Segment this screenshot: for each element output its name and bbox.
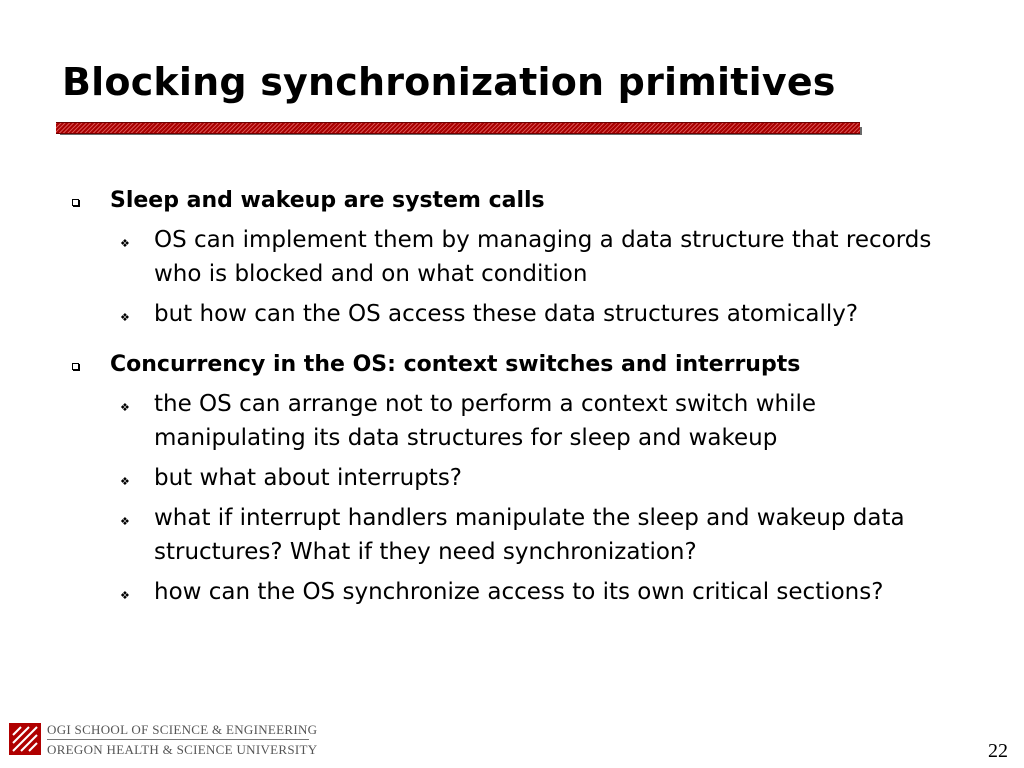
bullet-2-sub-2	[68, 461, 968, 495]
bullet-2-sub-3-text: what if interrupt handlers manipulate the sleep and wakeup data structures? What if they need synchronization?	[154, 505, 905, 565]
bullet-1-sub-2-text: but how can the OS access these data structures atomically?	[154, 301, 859, 327]
square-bullet-icon	[72, 363, 79, 370]
bullet-2	[68, 349, 968, 381]
title-rule	[56, 122, 860, 134]
square-bullet-icon	[72, 199, 79, 206]
bullet-2-text: Concurrency in the OS: context switches and interrupts	[110, 352, 801, 377]
slide-content	[68, 185, 968, 609]
footer-university-name: OREGON HEALTH & SCIENCE UNIVERSITY	[47, 742, 318, 757]
diamond-bullet-icon: ❖	[120, 475, 130, 488]
bullet-2-sub-4-text: how can the OS synchronize access to its own critical sections?	[154, 579, 884, 605]
diamond-bullet-icon: ❖	[120, 237, 130, 250]
diamond-bullet-icon: ❖	[120, 401, 130, 414]
page-number: 22	[988, 740, 1008, 762]
bullet-2-sub-1-text: the OS can arrange not to perform a context switch while manipulating its data structures for sleep and wakeup	[154, 391, 817, 451]
diamond-bullet-icon: ❖	[120, 589, 130, 602]
footer-school-name: OGI SCHOOL OF SCIENCE & ENGINEERING	[47, 722, 318, 737]
slide-title: Blocking synchronization primitives	[62, 60, 836, 104]
bullet-2-sub-2-text: but what about interrupts?	[154, 465, 463, 491]
diamond-bullet-icon: ❖	[120, 311, 130, 324]
bullet-1-text: Sleep and wakeup are system calls	[110, 188, 545, 213]
bullet-2-sub-3	[68, 501, 968, 569]
footer-separator	[47, 739, 309, 740]
ogi-logo-icon	[9, 723, 41, 755]
bullet-2-sub-1	[68, 387, 968, 455]
bullet-1-sub-2	[68, 297, 968, 331]
bullet-1-sub-1	[68, 223, 968, 291]
diamond-bullet-icon: ❖	[120, 515, 130, 528]
bullet-1-sub-1-text: OS can implement them by managing a data structure that records who is blocked and on what condition	[154, 227, 932, 287]
bullet-1	[68, 185, 968, 217]
bullet-2-sub-4	[68, 575, 968, 609]
